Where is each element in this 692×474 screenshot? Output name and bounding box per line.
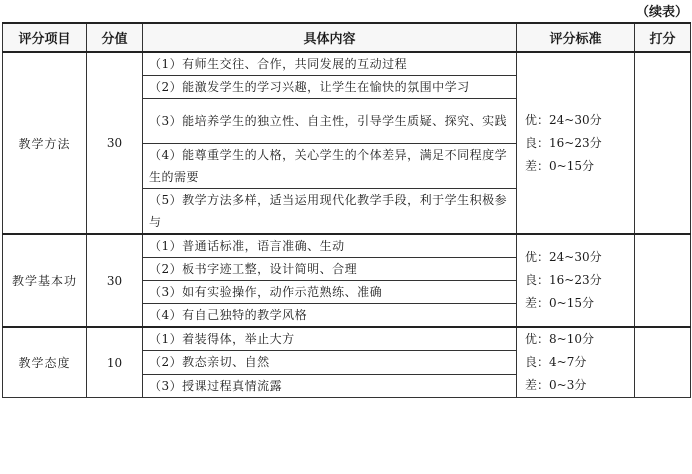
table-row [3, 234, 691, 258]
mark-cell[interactable] [635, 234, 691, 327]
mark-cell[interactable] [635, 52, 691, 234]
content-cell: （2）板书字迹工整，设计简明、合理 [143, 258, 517, 281]
scoring-table [2, 22, 691, 398]
header-item: 评分项目 [3, 23, 87, 52]
standard-line: 差：0~15分 [525, 296, 594, 310]
header-standard: 评分标准 [517, 23, 635, 52]
content-cell: （4）有自己独特的教学风格 [143, 304, 517, 328]
score-cell: 30 [87, 234, 143, 327]
content-cell: （3）如有实验操作，动作示范熟练、准确 [143, 281, 517, 304]
content-cell: （1）普通话标准，语言准确、生动 [143, 234, 517, 258]
standard-line: 良：16~23分 [525, 273, 602, 287]
continued-label: （续表） [635, 5, 688, 20]
standard-line: 良：16~23分 [525, 135, 602, 150]
mark-cell[interactable] [635, 327, 691, 398]
content-cell: （2）能激发学生的学习兴趣，让学生在愉快的氛围中学习 [143, 76, 517, 99]
standard-line: 差：0~3分 [525, 378, 587, 392]
content-cell: （3）授课过程真情流露 [143, 374, 517, 397]
content-cell: （4）能尊重学生的人格，关心学生的个体差异，满足不同程度学生的需要 [143, 144, 517, 189]
table-row [3, 327, 691, 351]
standard-cell [517, 327, 635, 398]
item-cell: 教学方法 [3, 52, 87, 234]
table-row [3, 52, 691, 76]
standard-line: 优：24~30分 [525, 112, 602, 127]
standard-line: 差：0~15分 [525, 158, 594, 173]
standard-cell [517, 52, 635, 234]
standard-cell [517, 234, 635, 327]
content-cell: （1）着装得体，举止大方 [143, 327, 517, 351]
content-cell: （5）教学方法多样，适当运用现代化教学手段，利于学生积极参与 [143, 189, 517, 235]
content-cell: （2）教态亲切、自然 [143, 351, 517, 374]
item-cell: 教学态度 [3, 327, 87, 398]
standard-line: 优：24~30分 [525, 250, 602, 264]
header-score: 分值 [87, 23, 143, 52]
header-mark: 打分 [635, 23, 691, 52]
item-cell: 教学基本功 [3, 234, 87, 327]
header-content: 具体内容 [143, 23, 517, 52]
header-row [3, 23, 691, 52]
standard-line: 优：8~10分 [525, 332, 594, 346]
score-cell: 10 [87, 327, 143, 398]
score-cell: 30 [87, 52, 143, 234]
content-cell: （1）有师生交往、合作，共同发展的互动过程 [143, 52, 517, 76]
content-cell: （3）能培养学生的独立性、自主性，引导学生质疑、探究、实践 [143, 99, 517, 144]
standard-line: 良：4~7分 [525, 355, 587, 369]
